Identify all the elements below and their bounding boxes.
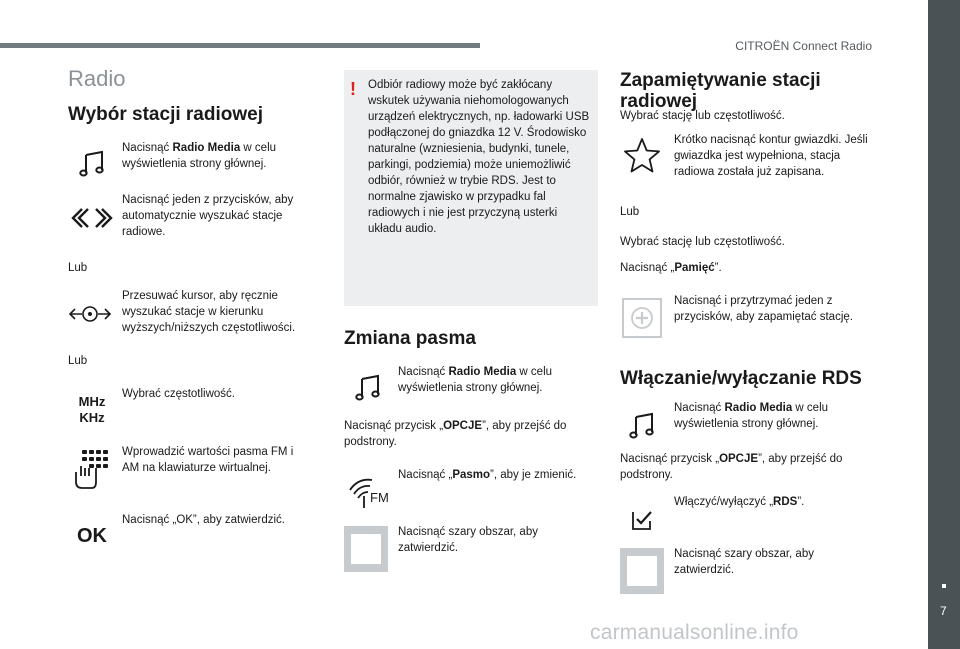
warning-note-text: Odbiór radiowy może być zakłócany wskutek używania niehomologowanych urządzeń elektrycznych, np. ładowarki USB podłączonej do gniazdka 12 V. Środowisko naturalne (wzniesienia, budynki, tunele, parkingi, podziemia) może uniemożliwić odbiór, również w trybie RDS. Jest to normalne zjawisko w przypadku fal radiowych i nie jest przyczyną usterki układu audio. — [368, 79, 590, 235]
step-radio-media: Nacisnąć Radio Media w celu wyświetlenia strony głównej. — [398, 366, 553, 394]
step-rds-toggle: Włączyć/wyłączyć „RDS”. — [674, 496, 805, 508]
step-confirm-grey: Nacisnąć szary obszar, aby zatwierdzić. — [398, 526, 538, 554]
heading-band-change: Zmiana pasma — [344, 328, 476, 349]
seek-arrows-icon — [70, 196, 114, 240]
step-select-frequency: Wybrać częstotliwość. — [122, 388, 236, 400]
heading-store-station: Zapamiętywanie stacji radiowej — [620, 70, 821, 112]
warning-icon: ! — [350, 79, 356, 99]
step-confirm-grey: Nacisnąć szary obszar, aby zatwierdzić. — [674, 548, 814, 576]
add-preset-icon — [620, 296, 664, 340]
or-label: Lub — [68, 355, 88, 367]
page-number: 7 — [940, 604, 947, 618]
step-confirm-ok: Nacisnąć „OK”, aby zatwierdzić. — [122, 514, 285, 526]
keypad-icon — [70, 446, 114, 490]
slider-cursor-icon — [68, 292, 112, 336]
grey-area-icon — [620, 548, 664, 594]
ok-icon — [70, 514, 114, 558]
step-star: Krótko nacisnąć kontur gwiazdki. Jeśli gwiazdka jest wypełniona, stacja radiowa została już zapisana. — [674, 134, 868, 178]
step-radio-media: Nacisnąć Radio Media w celu wyświetlenia strony głównej. — [122, 142, 277, 170]
band-marker — [942, 584, 946, 588]
step-manual-search: Przesuwać kursor, aby ręcznie wyszukać stacje w kierunku wyższych/niższych częstotliwości. — [122, 290, 296, 334]
star-icon — [620, 134, 664, 178]
step-memory: Nacisnąć „Pamięć”. — [620, 262, 722, 274]
intro-select: Wybrać stację lub częstotliwość. — [620, 110, 785, 122]
step-auto-search: Nacisnąć jeden z przycisków, aby automatycznie wyszukać stacje radiowe. — [122, 194, 294, 238]
step-hold-preset: Nacisnąć i przytrzymać jeden z przycisków, aby zapamiętać stację. — [674, 295, 853, 323]
music-note-icon — [70, 142, 114, 186]
heading-station-select: Wybór stacji radiowej — [68, 104, 263, 125]
mhz-khz-icon — [70, 388, 114, 432]
header-title: CITROËN Connect Radio — [735, 39, 872, 53]
watermark: carmanualsonline.info — [590, 621, 799, 644]
step-radio-media: Nacisnąć Radio Media w celu wyświetlenia strony głównej. — [674, 402, 829, 430]
grey-area-icon — [344, 526, 388, 572]
khz-label: KHz — [79, 410, 105, 425]
music-note-icon — [346, 366, 390, 410]
checkbox-icon — [620, 498, 664, 542]
step-options: Nacisnąć przycisk „OPCJE”, aby przejść do podstrony. — [620, 453, 843, 481]
step-options: Nacisnąć przycisk „OPCJE”, aby przejść do podstrony. — [344, 420, 567, 448]
intro-select-2: Wybrać stację lub częstotliwość. — [620, 236, 785, 248]
fm-label: FM — [370, 490, 389, 505]
or-label: Lub — [620, 206, 640, 218]
heading-rds: Włączanie/wyłączanie RDS — [620, 368, 862, 389]
or-label: Lub — [68, 262, 88, 274]
header-bar — [0, 43, 480, 48]
side-band — [928, 0, 960, 649]
step-enter-band: Wprowadzić wartości pasma FM i AM na klawiaturze wirtualnej. — [122, 446, 294, 474]
ok-label: OK — [77, 524, 107, 547]
section-title: Radio — [68, 66, 126, 91]
fm-band-icon — [346, 470, 390, 514]
step-band: Nacisnąć „Pasmo”, aby je zmienić. — [398, 469, 577, 481]
mhz-label: MHz — [78, 394, 106, 409]
music-note-icon — [620, 404, 664, 448]
